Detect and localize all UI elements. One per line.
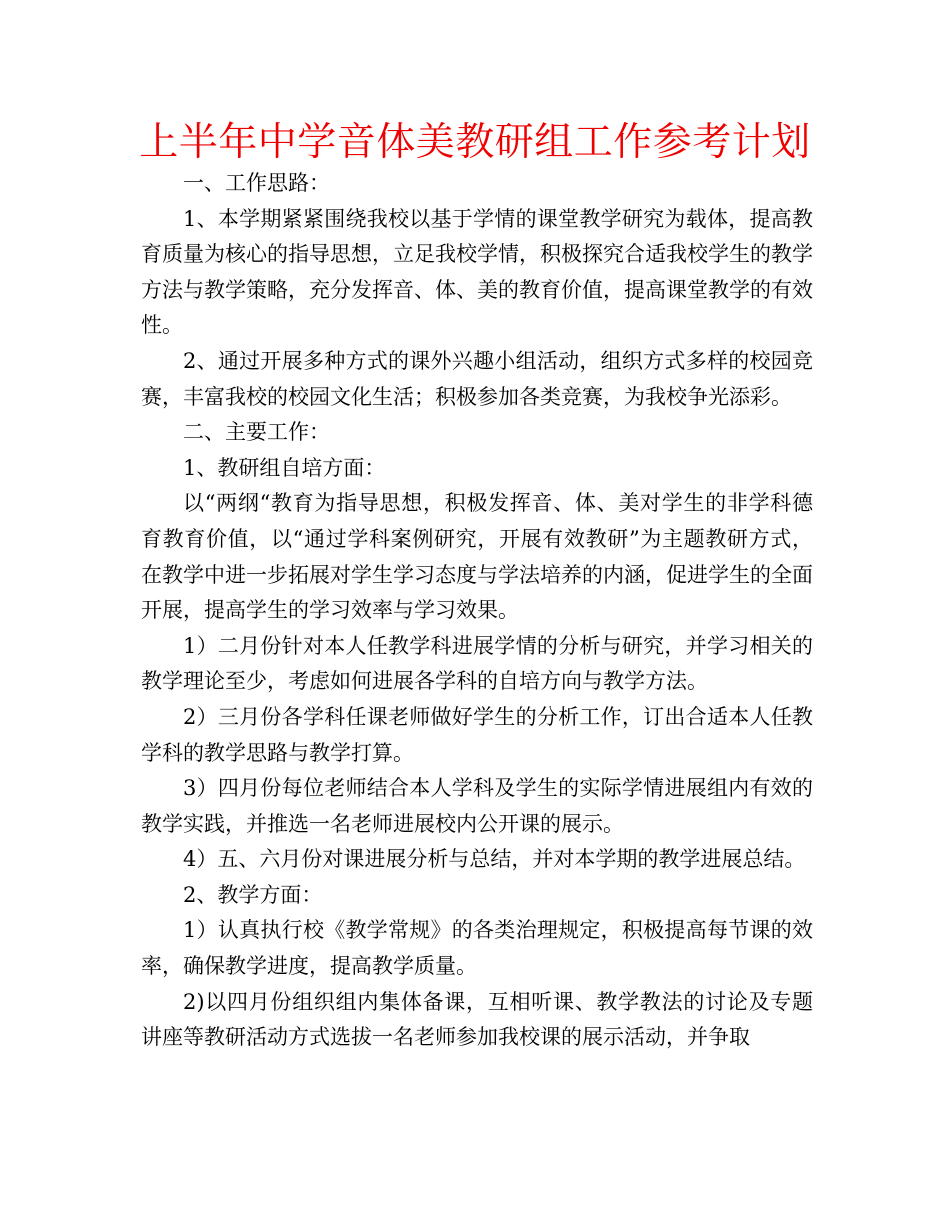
document-body <box>141 166 813 1056</box>
list-item: 3）四月份每位老师结合本人学科及学生的实际学情进展组内有效的教学实践，并推选一名老师进展校内公开课的展示。 <box>141 776 813 836</box>
paragraph: 以“两纲“教育为指导思想，积极发挥音、体、美对学生的非学科德育教育价值，以“通过学科案例研究，开展有效教研”为主题教研方式，在教学中进一步拓展对学生学习态度与学法培养的内涵，促进学生的全面开展，提高学生的学习效率与学习效果。 <box>141 491 813 623</box>
paragraph: 1、本学期紧紧围绕我校以基于学情的课堂教学研究为载体，提高教育质量为核心的指导思想，立足我校学情，积极探究合适我校学生的教学方法与教学策略，充分发挥音、体、美的教育价值，提高课堂教学的有效性。 <box>141 206 813 338</box>
list-item: 1）认真执行校《教学常规》的各类治理规定，积极提高每节课的效率，确保教学进度，提高教学质量。 <box>141 918 813 979</box>
list-item: 1）二月份针对本人任教学科进展学情的分析与研究，并学习相关的教学理论至少，考虑如何进展各学科的自培方向与教学方法。 <box>141 633 813 694</box>
list-item: 4）五、六月份对课进展分析与总结，并对本学期的教学进展总结。 <box>183 847 806 872</box>
paragraph: 2、通过开展多种方式的课外兴趣小组活动，组织方式多样的校园竞赛，丰富我校的校园文化生活；积极参加各类竞赛，为我校争光添彩。 <box>141 348 813 409</box>
document-title: 上半年中学音体美教研组工作参考计划 <box>139 120 811 165</box>
list-item: 2)以四月份组织组内集体备课，互相听课、教学教法的讨论及专题讲座等教研活动方式选拔一名老师参加我校课的展示活动，并争取 <box>141 989 813 1050</box>
subheading-teaching: 2、教学方面： <box>183 882 323 907</box>
heading-main-work: 二、主要工作： <box>183 420 330 445</box>
heading-work-ideas: 一、工作思路： <box>183 171 330 195</box>
list-item: 2）三月份各学科任课老师做好学生的分析工作，订出合适本人任教学科的教学思路与教学打算。 <box>141 704 813 765</box>
subheading-self-training: 1、教研组自培方面： <box>183 455 386 480</box>
